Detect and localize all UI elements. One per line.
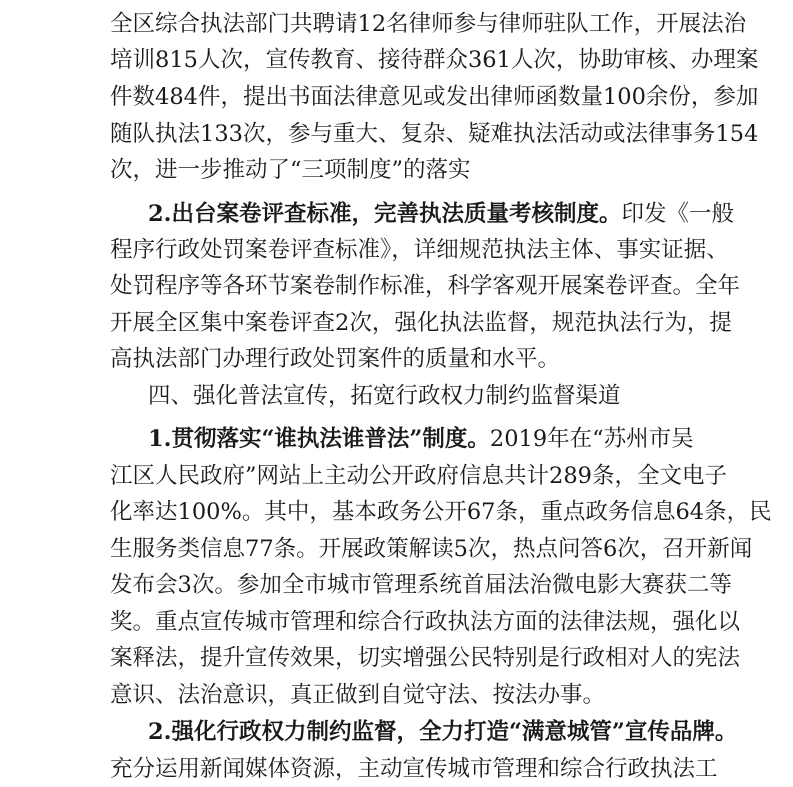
text-line-7: 程序行政处罚案卷评查标准》，详细规范执法主体、事实证据、 xyxy=(110,237,729,263)
text-line-14: 化率达100%。其中，基本政务公开67条，重点政务信息64条，民 xyxy=(110,499,772,525)
text-line-1: 全区综合执法部门共聘请12名律师参与律师驻队工作，开展法治 xyxy=(110,11,747,37)
text-line-9: 开展全区集中案卷评查2次，强化执法监督，规范执法行为，提 xyxy=(110,310,732,336)
section-heading-4: 四、强化普法宣传，拓宽行政权力制约监督渠道 xyxy=(148,383,621,409)
paragraph-2-lead-text: 印发《一般 xyxy=(621,201,735,227)
text-line-2: 培训815人次，宣传教育、接待群众361人次，协助审核、办理案 xyxy=(110,47,759,73)
text-line-10: 高执法部门办理行政处罚案件的质量和水平。 xyxy=(110,346,561,372)
text-line-17: 奖。重点宣传城市管理和综合行政执法方面的法律法规，强化以 xyxy=(110,609,741,635)
paragraph-3-bold-title: 1.贯彻落实“谁执法谁普法”制度。 xyxy=(148,426,490,452)
text-line-8: 处罚程序等各环节案卷制作标准，科学客观开展案卷评查。全年 xyxy=(110,273,741,299)
paragraph-4-bold-title: 2.强化行政权力制约监督，全力打造“满意城管”宣传品牌。 xyxy=(148,719,738,745)
paragraph-3-lead xyxy=(0,421,793,457)
text-line-18: 案释法，提升宣传效果，切实增强公民特别是行政相对人的宪法 xyxy=(110,645,741,671)
text-line-13: 江区人民政府”网站上主动公开政府信息共计289条，全文电子 xyxy=(110,463,727,489)
paragraph-4-lead xyxy=(0,714,793,750)
text-line-19: 意识、法治意识，真正做到自觉守法、按法办事。 xyxy=(110,682,606,708)
text-line-4: 随队执法133次，参与重大、复杂、疑难执法活动或法律事务154 xyxy=(110,121,759,147)
paragraph-2-lead xyxy=(0,196,793,232)
text-line-15: 生服务类信息77条。开展政策解读5次，热点问答6次，召开新闻 xyxy=(110,536,753,562)
text-line-5: 次，进一步推动了“三项制度”的落实 xyxy=(110,157,471,183)
text-line-16: 发布会3次。参加全市城市管理系统首届法治微电影大赛获二等 xyxy=(110,572,732,598)
paragraph-3-lead-text: 2019年在“苏州市吴 xyxy=(489,426,694,452)
text-line-3: 件数484件，提出书面法律意见或发出律师函数量100余份，参加 xyxy=(110,84,759,110)
text-line-21: 充分运用新闻媒体资源，主动宣传城市管理和综合行政执法工 xyxy=(110,756,718,782)
paragraph-2-bold-title: 2.出台案卷评查标准，完善执法质量考核制度。 xyxy=(148,201,622,227)
